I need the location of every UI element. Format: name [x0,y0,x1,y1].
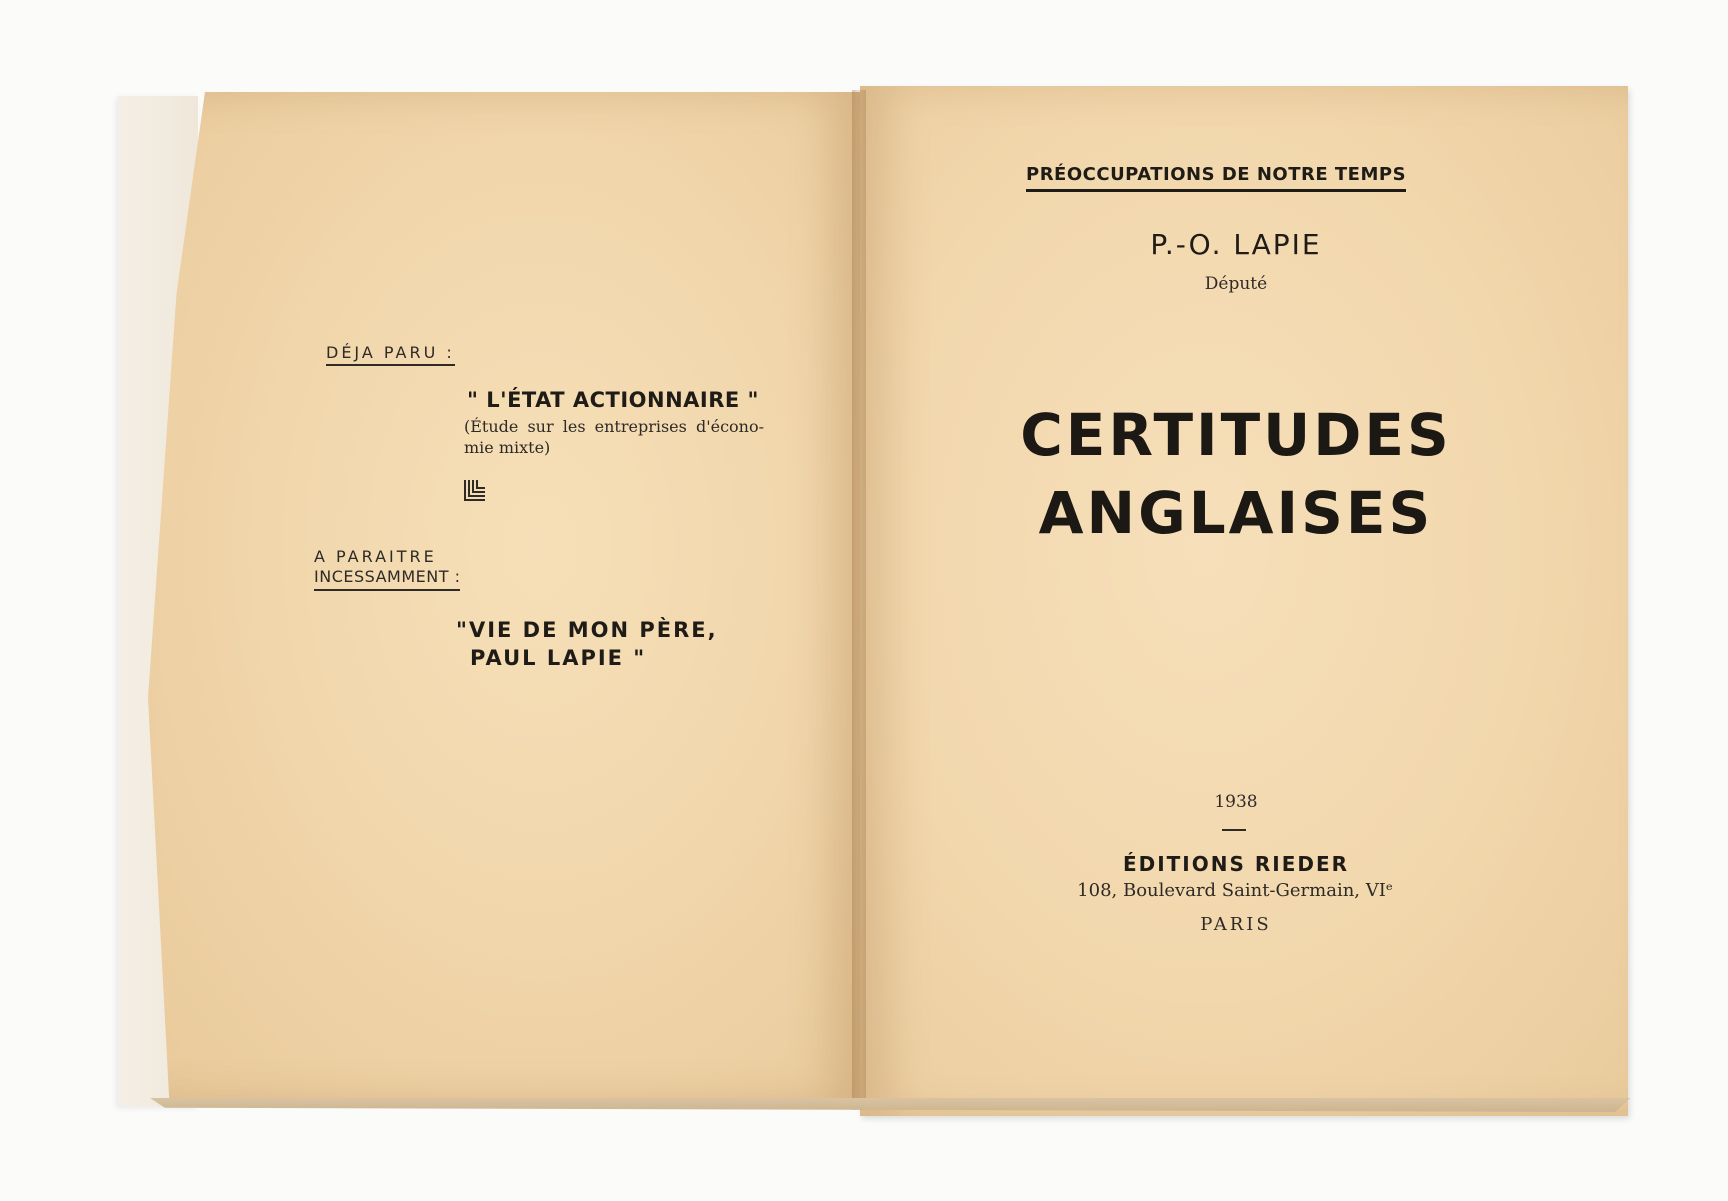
publisher-city: PARIS [1200,914,1272,935]
book-gutter [852,90,866,1110]
book-title [1016,396,1456,552]
author-name: P.-O. LAPIE [1150,228,1322,261]
author-role: Député [1204,274,1268,294]
forthcoming-label-line1: A PARAITRE [314,547,437,566]
ornament-icon [463,478,487,502]
left-page [148,92,860,1102]
forthcoming-title [456,616,718,672]
publisher-address: 108, Boulevard Saint-Germain, VIᵉ [1077,880,1393,901]
forthcoming-title-line1: "VIE DE MON PÈRE, [456,618,718,642]
publication-year: 1938 [1214,792,1258,812]
book-title-line2: ANGLAISES [1038,479,1434,547]
book-title-line1: CERTITUDES [1020,401,1452,469]
publisher-name: ÉDITIONS RIEDER [1122,852,1350,876]
published-description: (Étude sur les entreprises d'écono-mie mixte) [464,417,764,457]
series-title: PRÉOCCUPATIONS DE NOTRE TEMPS [1026,164,1406,192]
forthcoming-label [314,547,460,591]
forthcoming-label-line2: INCESSAMMENT : [314,567,460,591]
published-title: " L'ÉTAT ACTIONNAIRE " [467,388,759,412]
forthcoming-title-line2: PAUL LAPIE " [470,646,647,670]
already-published-label: DÉJA PARU : [326,343,455,366]
separator-dash [1222,829,1246,831]
